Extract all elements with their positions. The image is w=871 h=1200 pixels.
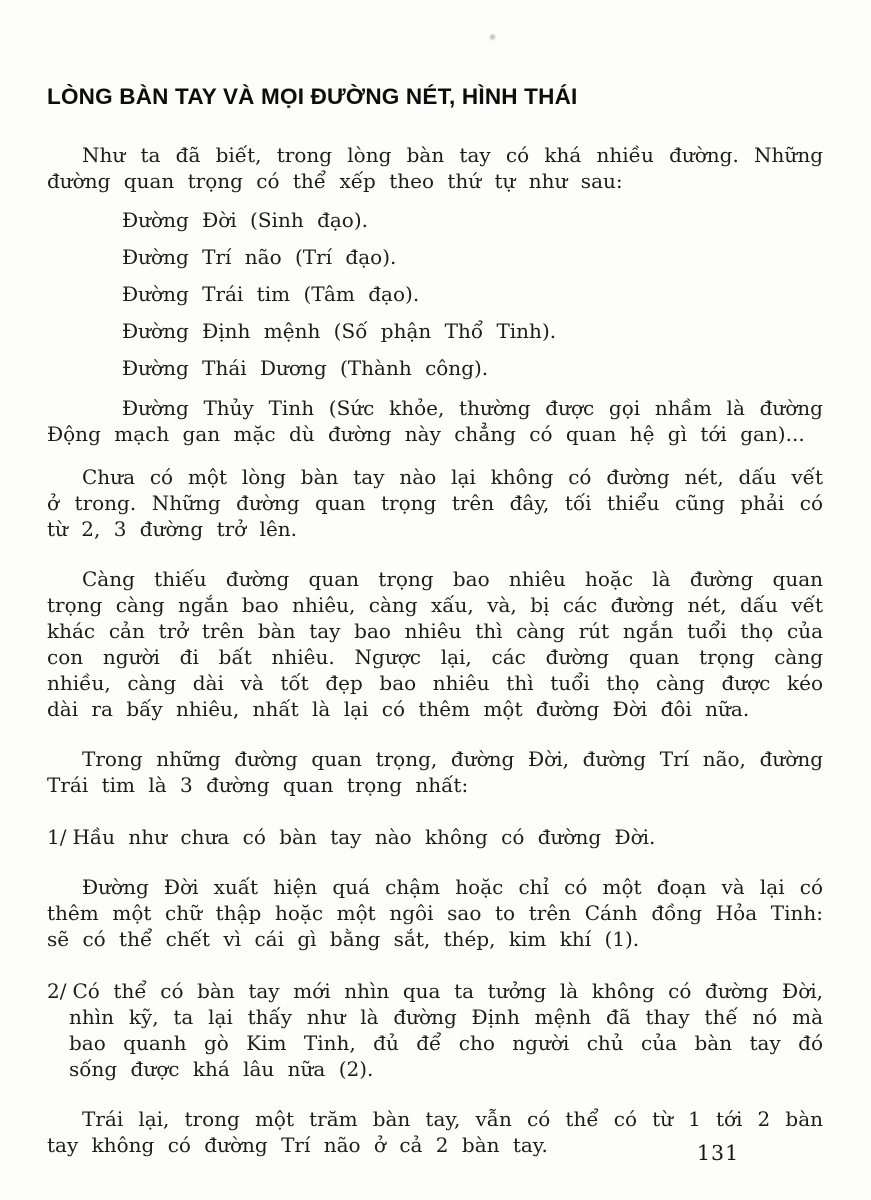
list-item: Đường Trí não (Trí đạo). xyxy=(122,245,397,269)
scan-speck xyxy=(489,33,496,41)
palm-lines-list xyxy=(47,207,823,381)
list-item: Đường Đời (Sinh đạo). xyxy=(122,208,368,232)
numbered-item-text: Có thể có bàn tay mới nhìn qua ta tưởng là không có đường Đời, nhìn kỹ, ta lại thấy như là đường Định mệnh đã thay thế nó mà bao quanh gò Kim Tinh, đủ để cho người chủ của bàn tay đó sống được khá lâu nữa (2). xyxy=(69,979,823,1081)
numbered-item-1 xyxy=(47,824,823,850)
paragraph-life-line-late: Đường Đời xuất hiện quá chậm hoặc chỉ có một đoạn và lại có thêm một chữ thập hoặc một ngôi sao to trên Cánh đồng Hỏa Tinh: sẽ có thể chết vì cái gì bằng sắt, thép, kim khí (1). xyxy=(47,875,823,951)
numbered-item-marker: 2/ xyxy=(47,979,67,1003)
paragraph-no-hand-without-lines: Chưa có một lòng bàn tay nào lại không có đường nét, dấu vết ở trong. Những đường quan trọng trên đây, tối thiểu cũng phải có từ 2, 3 đường trở lên. xyxy=(47,465,823,541)
paragraph-contrary-note: Trái lại, trong một trăm bàn tay, vẫn có thể có từ 1 tới 2 bàn tay không có đường Trí não ở cả 2 bàn tay. xyxy=(47,1107,823,1157)
page-title: LÒNG BÀN TAY VÀ MỌI ĐƯỜNG NÉT, HÌNH THÁI xyxy=(47,84,578,109)
list-item: Đường Định mệnh (Số phận Thổ Tinh). xyxy=(122,319,557,343)
paragraph-intro: Như ta đã biết, trong lòng bàn tay có khá nhiều đường. Những đường quan trọng có thể xếp theo thứ tự như sau: xyxy=(47,143,823,193)
paragraph-three-most-important: Trong những đường quan trọng, đường Đời, đường Trí não, đường Trái tim là 3 đường quan trọng nhất: xyxy=(47,747,823,797)
numbered-item-2 xyxy=(47,978,823,1082)
paragraph-mercury-line: Đường Thủy Tinh (Sức khỏe, thường được gọi nhầm là đường Động mạch gan mặc dù đường này chẳng có quan hệ gì tới gan)... xyxy=(47,396,823,446)
numbered-item-marker: 1/ xyxy=(47,825,67,849)
page-number: 131 xyxy=(697,1141,740,1165)
list-item: Đường Trái tim (Tâm đạo). xyxy=(122,282,420,306)
paragraph-scarcity-effect: Càng thiếu đường quan trọng bao nhiêu hoặc là đường quan trọng càng ngắn bao nhiêu, càng xấu, và, bị các đường nét, dấu vết khác cản trở trên bàn tay bao nhiêu thì càng rút ngắn tuổi thọ của con người đi bất nhiêu. Ngược lại, các đường quan trọng càng nhiều, càng dài và tốt đẹp bao nhiêu thì tuổi thọ càng được kéo dài ra bấy nhiêu, nhất là lại có thêm một đường Đời đôi nữa. xyxy=(47,567,823,721)
numbered-item-text: Hầu như chưa có bàn tay nào không có đường Đời. xyxy=(72,825,656,849)
list-item: Đường Thái Dương (Thành công). xyxy=(122,356,489,380)
